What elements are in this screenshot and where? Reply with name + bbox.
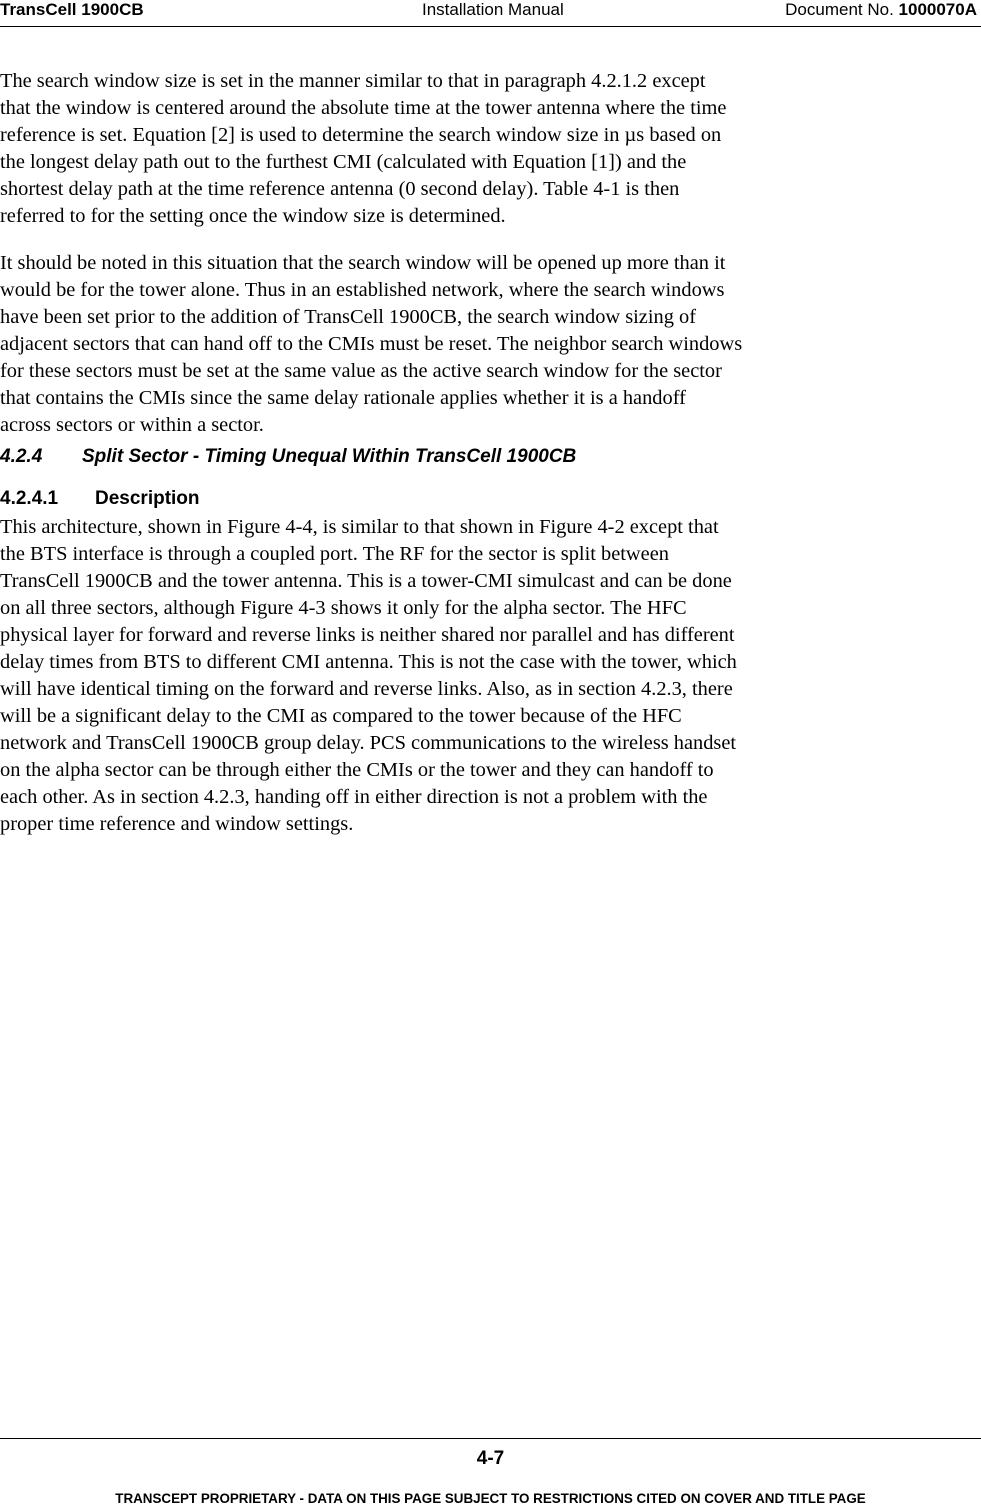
- text-line: The search window size is set in the manner similar to that in paragraph 4.2.1.2 except: [0, 70, 706, 92]
- paragraph-neighbor-windows: [0, 250, 981, 439]
- text-line: will be a significant delay to the CMI as compared to the tower because of the HFC: [0, 705, 682, 727]
- text-line: across sectors or within a sector.: [0, 414, 264, 436]
- text-line: reference is set. Equation [2] is used to determine the search window size in µs based on: [0, 124, 722, 146]
- header-doc-number: [785, 0, 977, 20]
- proprietary-notice: TRANSCEPT PROPRIETARY - DATA ON THIS PAGE SUBJECT TO RESTRICTIONS CITED ON COVER AND TITLE PAGE: [115, 1491, 866, 1506]
- section-title: Split Sector - Timing Unequal Within TransCell 1900CB: [82, 446, 577, 467]
- footer-divider: [0, 1438, 981, 1439]
- text-line: for these sectors must be set at the same value as the active search window for the sector: [0, 360, 722, 382]
- text-line: on the alpha sector can be through either the CMIs or the tower and they can handoff to: [0, 759, 714, 781]
- text-line: on all three sectors, although Figure 4-3 shows it only for the alpha sector. The HFC: [0, 597, 687, 619]
- section-heading: [0, 445, 981, 469]
- doc-number-label: Document No.: [785, 0, 899, 19]
- subsection-number: 4.2.4.1: [0, 488, 59, 509]
- text-line: will have identical timing on the forward and reverse links. Also, as in section 4.2.3, there: [0, 678, 733, 700]
- text-line: the BTS interface is through a coupled port. The RF for the sector is split between: [0, 543, 669, 565]
- page-number: 4-7: [476, 1448, 505, 1469]
- page-header: [0, 0, 981, 27]
- text-line: adjacent sectors that can hand off to the CMIs must be reset. The neighbor search windows: [0, 333, 743, 355]
- text-line: This architecture, shown in Figure 4-4, is similar to that shown in Figure 4-2 except that: [0, 516, 719, 538]
- doc-number-value: 1000070A: [898, 0, 977, 19]
- text-line: that contains the CMIs since the same delay rationale applies whether it is a handoff: [0, 387, 686, 409]
- header-product: TransCell 1900CB: [0, 0, 144, 19]
- text-line: would be for the tower alone. Thus in an established network, where the search windows: [0, 279, 725, 301]
- text-line: that the window is centered around the absolute time at the tower antenna where the time: [0, 97, 727, 119]
- subsection-title: Description: [95, 488, 200, 509]
- text-line: network and TransCell 1900CB group delay. PCS communications to the wireless handset: [0, 732, 737, 754]
- text-line: each other. As in section 4.2.3, handing off in either direction is not a problem with the: [0, 786, 708, 808]
- text-line: proper time reference and window settings.: [0, 813, 354, 835]
- section-number: 4.2.4: [0, 446, 43, 467]
- paragraph-search-window: [0, 68, 981, 230]
- header-doc-type: Installation Manual: [422, 0, 564, 19]
- text-line: shortest delay path at the time reference antenna (0 second delay). Table 4-1 is then: [0, 178, 680, 200]
- text-line: referred to for the setting once the window size is determined.: [0, 205, 506, 227]
- text-line: have been set prior to the addition of TransCell 1900CB, the search window sizing of: [0, 306, 696, 328]
- subsection-heading: [0, 487, 981, 511]
- text-line: TransCell 1900CB and the tower antenna. This is a tower-CMI simulcast and can be done: [0, 570, 732, 592]
- text-line: physical layer for forward and reverse links is neither shared nor parallel and has different: [0, 624, 735, 646]
- paragraph-architecture: [0, 514, 981, 838]
- text-line: It should be noted in this situation that the search window will be opened up more than it: [0, 252, 726, 274]
- text-line: the longest delay path out to the furthest CMI (calculated with Equation [1]) and the: [0, 151, 687, 173]
- page-body: [0, 68, 981, 858]
- text-line: delay times from BTS to different CMI antenna. This is not the case with the tower, which: [0, 651, 737, 673]
